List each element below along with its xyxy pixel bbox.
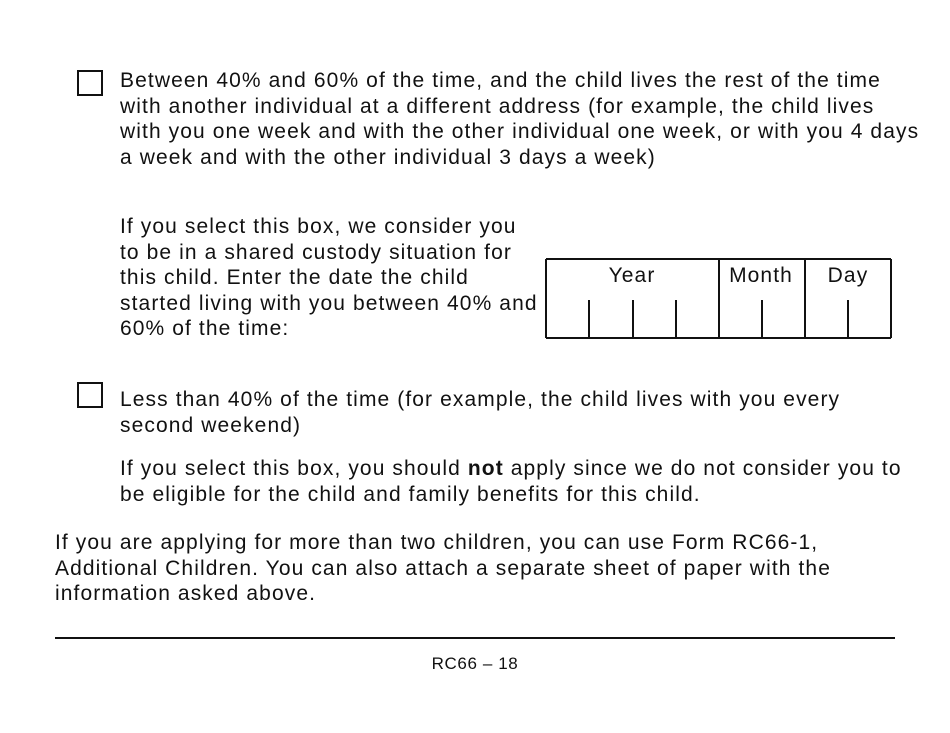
less-than-40-instructions [120,456,920,507]
less-than-40-checkbox[interactable] [77,382,103,408]
year-digit-1-cell[interactable] [547,300,589,338]
month-digit-1-cell[interactable] [720,300,761,338]
year-digit-4-cell[interactable] [677,300,718,338]
instructions-text-start: If you select this box, you should [120,457,468,480]
day-digit-1-cell[interactable] [806,300,847,338]
shared-custody-instructions: If you select this box, we consider you to be in a shared custody situation for this child. Enter the date the child started living with you between 40% and 60% of the time: [120,215,538,340]
emphasis-not: not [467,457,504,480]
year-label: Year [608,264,656,287]
less-than-40-option-text: Less than 40% of the time (for example, the child lives with you every second weekend) [120,388,841,437]
shared-custody-option-text: Between 40% and 60% of the time, and the child lives the rest of the time with another individual at a different address (for example, the child lives with you one week and with the other individual one week, or with you 4 days a week and with the other individual 3 days a week) [120,69,920,169]
custody-start-date-field [545,258,892,339]
year-digit-3-cell[interactable] [634,300,675,338]
page-number: RC66 – 18 [431,654,519,673]
instructions-text-end: apply since we do not consider you to be eligible for the child and family benefits for this child. [120,457,902,506]
month-digit-2-cell[interactable] [763,300,804,338]
footer-divider [55,637,895,639]
year-digit-2-cell[interactable] [590,300,632,338]
day-digit-2-cell[interactable] [849,300,890,338]
day-label: Day [827,264,869,287]
shared-custody-checkbox[interactable] [77,70,103,96]
month-label: Month [729,264,793,287]
additional-children-note: If you are applying for more than two children, you can use Form RC66-1, Additional Children. You can also attach a separate sheet of paper with the information asked above. [55,531,831,605]
